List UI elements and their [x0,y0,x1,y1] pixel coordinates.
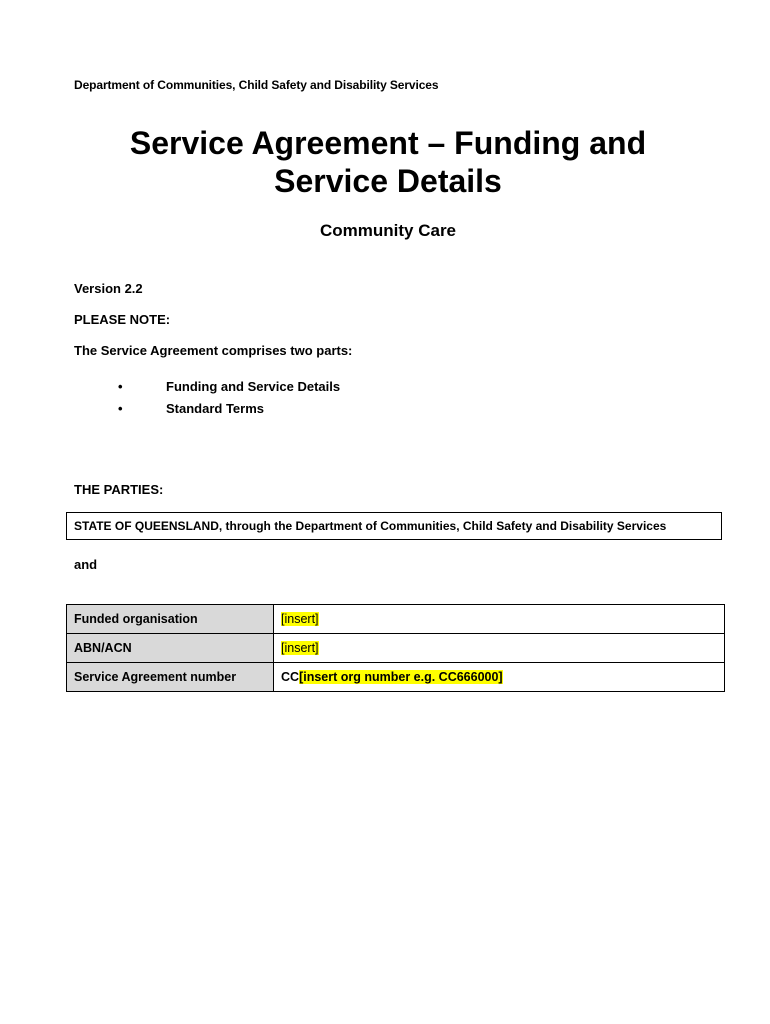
list-item-label: Standard Terms [166,401,265,416]
title-line-1: Service Agreement – Funding and [129,125,647,161]
comprises-text: The Service Agreement comprises two parts: [74,343,353,358]
insert-placeholder[interactable]: [insert org number e.g. CC666000] [299,670,503,684]
list-item [118,401,264,416]
party-state-box [66,512,722,540]
parties-heading: THE PARTIES: [74,482,164,497]
funded-organisation-label: Funded organisation [67,605,274,634]
table-row [67,663,725,692]
document-title [60,124,716,200]
version-text: Version 2.2 [74,281,143,296]
insert-placeholder[interactable]: [insert] [281,612,319,626]
service-agreement-number-field[interactable] [274,663,725,692]
document-subtitle: Community Care [319,221,457,240]
department-header: Department of Communities, Child Safety and Disability Services [74,78,439,92]
funded-organisation-field[interactable] [274,605,725,634]
list-item [118,379,340,394]
abn-acn-field[interactable] [274,634,725,663]
insert-placeholder[interactable]: [insert] [281,641,319,655]
party-state-text: STATE OF QUEENSLAND, through the Department of Communities, Child Safety and Disability Services [74,519,667,533]
table-row [67,634,725,663]
list-item-label: Funding and Service Details [166,379,341,394]
details-table [66,604,725,692]
and-text: and [74,557,98,572]
abn-acn-label: ABN/ACN [67,634,274,663]
agreement-number-prefix: CC [281,670,300,684]
bullet-icon: • [118,379,123,394]
please-note-heading: PLEASE NOTE: [74,312,171,327]
bullet-icon: • [118,401,123,416]
service-agreement-number-label: Service Agreement number [67,663,274,692]
table-row [67,605,725,634]
title-line-2: Service Details [274,163,502,199]
